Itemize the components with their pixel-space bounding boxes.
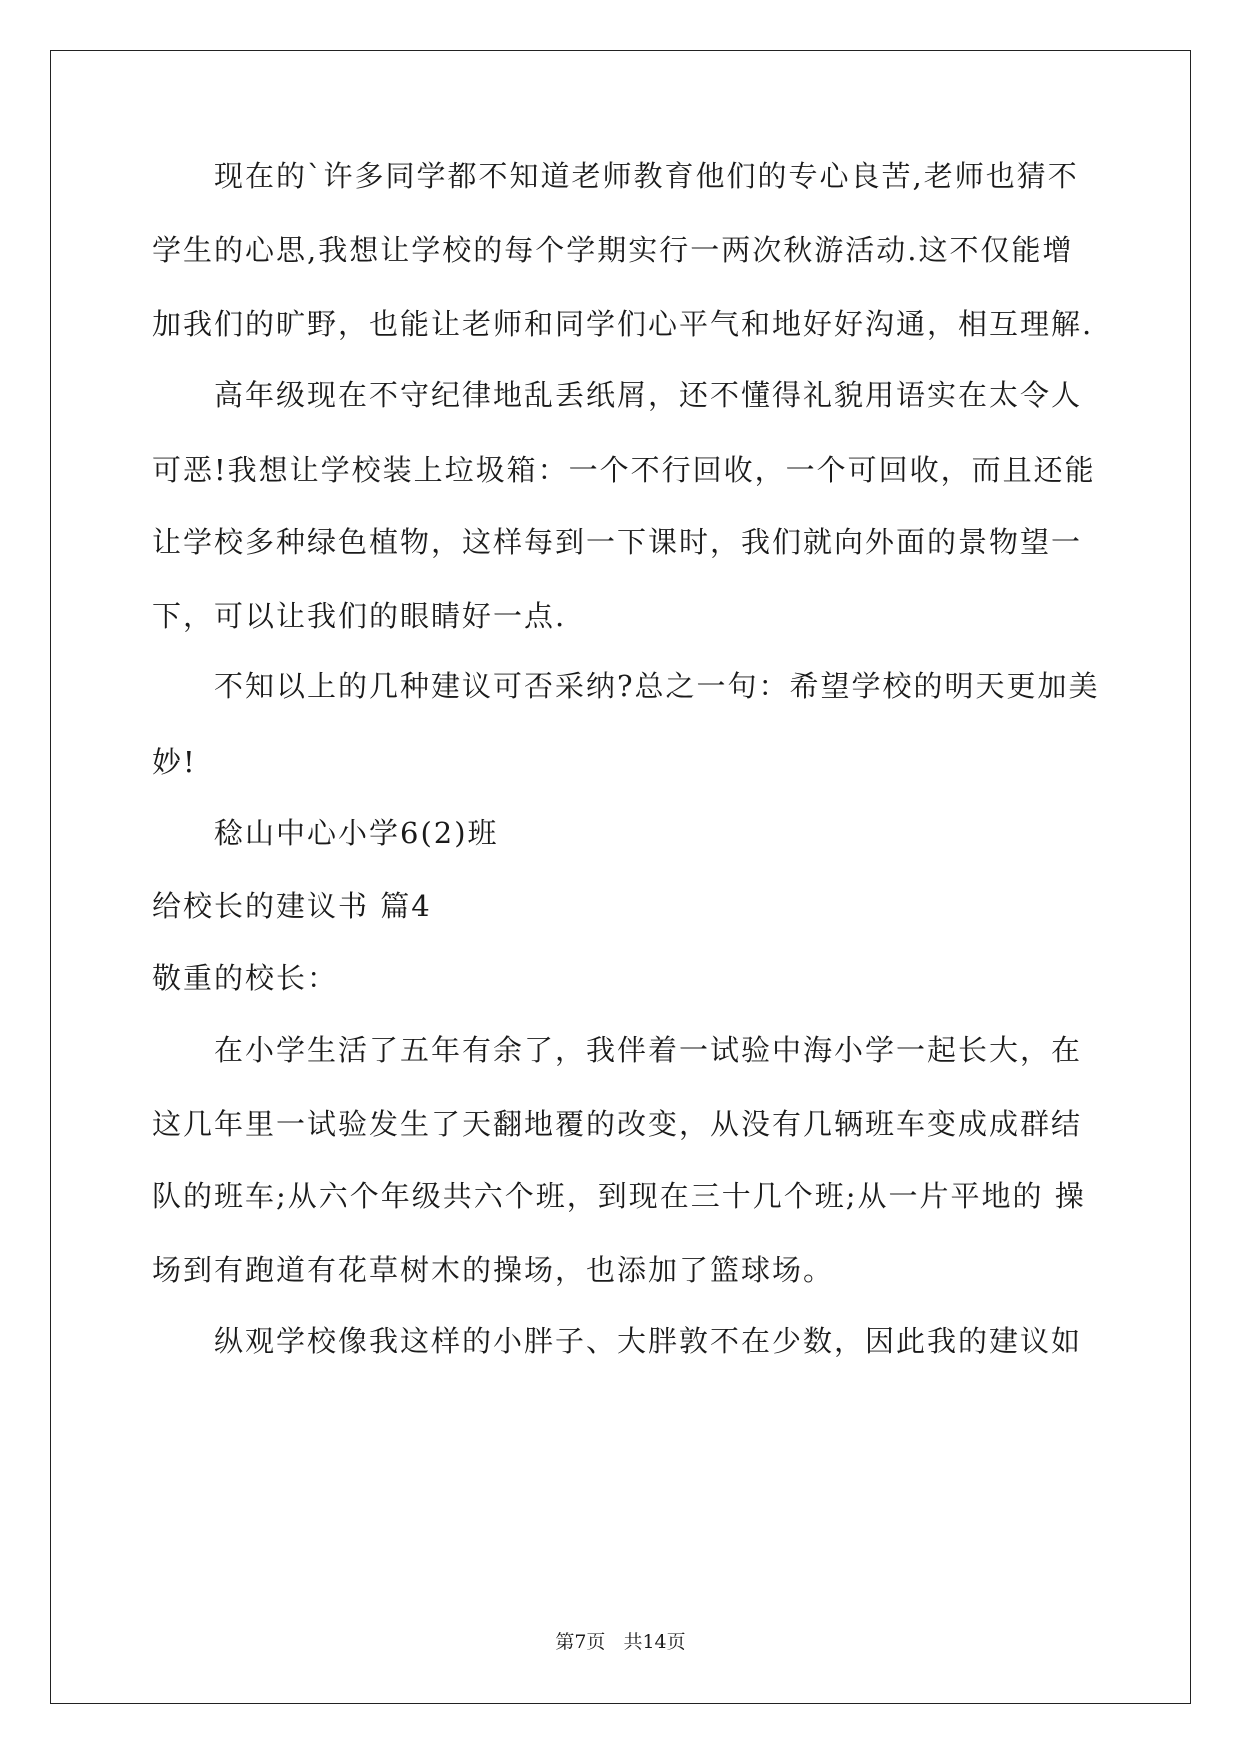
- section-title: 给校长的建议书 篇4: [152, 889, 432, 923]
- text-line: 在小学生活了五年有余了，我伴着一试验中海小学一起长大，在: [214, 1033, 1083, 1067]
- signature: 稔山中心小学6(2)班: [214, 816, 499, 850]
- text-line: 现在的`许多同学都不知道老师教育他们的专心良苦,老师也猜不: [214, 159, 1079, 193]
- page-number: 第7页: [555, 1631, 606, 1653]
- page-border: [50, 50, 1191, 1704]
- text-line: 这几年里一试验发生了天翻地覆的改变，从没有几辆班车变成成群结: [152, 1107, 1083, 1141]
- text-line: 让学校多种绿色植物，这样每到一下课时，我们就向外面的景物望一: [152, 525, 1083, 559]
- text-line: 下，可以让我们的眼睛好一点.: [152, 599, 567, 633]
- text-line: 场到有跑道有花草树木的操场，也添加了篮球场。: [152, 1253, 835, 1287]
- text-line: 队的班车;从六个年级共六个班，到现在三十几个班;从一片平地的 操: [152, 1179, 1086, 1213]
- text-line: 可恶!我想让学校装上垃圾箱：一个不行回收，一个可回收，而且还能: [152, 453, 1096, 487]
- page-footer: [0, 1627, 1241, 1654]
- text-line: 加我们的旷野，也能让老师和同学们心平气和地好好沟通，相互理解.: [152, 307, 1094, 341]
- page-total: 共14页: [623, 1631, 686, 1653]
- text-line: 不知以上的几种建议可否采纳?总之一句：希望学校的明天更加美: [214, 669, 1100, 703]
- salutation: 敬重的校长：: [152, 961, 339, 995]
- text-line: 高年级现在不守纪律地乱丢纸屑，还不懂得礼貌用语实在太令人: [214, 378, 1083, 412]
- text-line: 妙!: [152, 745, 197, 779]
- text-line: 学生的心思,我想让学校的每个学期实行一两次秋游活动.这不仅能增: [152, 233, 1074, 267]
- text-line: 纵观学校像我这样的小胖子、大胖敦不在少数，因此我的建议如: [214, 1324, 1083, 1358]
